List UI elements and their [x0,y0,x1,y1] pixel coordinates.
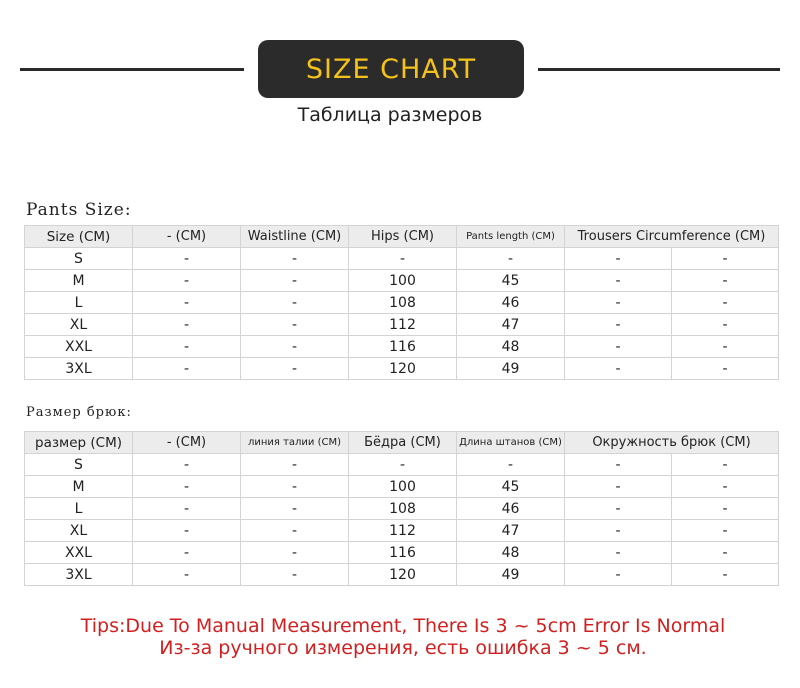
table-cell: - [565,564,672,586]
table-cell: - [565,336,672,358]
table-cell: XL [25,520,133,542]
table-cell: 49 [457,564,565,586]
header-cell: - (CM) [133,226,241,248]
table-cell: 116 [349,542,457,564]
table-cell: 3XL [25,564,133,586]
table-cell: - [241,564,349,586]
table-cell: - [241,270,349,292]
page-subtitle: Таблица размеров [297,104,483,126]
table-cell: - [133,520,241,542]
pants-size-title: Pants Size: [26,200,132,220]
table-cell: 108 [349,498,457,520]
table-cell: - [133,358,241,380]
table-cell: - [672,476,779,498]
table-cell: - [672,336,779,358]
tips-text-en: Tips:Due To Manual Measurement, There Is 3 ~ 5cm Error Is Normal [80,615,726,637]
table-cell: 47 [457,520,565,542]
table-cell: 47 [457,314,565,336]
table-cell: - [672,358,779,380]
table-cell: - [241,476,349,498]
table-cell: - [349,454,457,476]
tips-text-ru: Из-за ручного измерения, есть ошибка 3 ~ 5 см. [159,637,647,659]
table-cell: - [565,476,672,498]
header-cell: - (CM) [133,432,241,454]
table-cell: 48 [457,336,565,358]
header-divider-left [20,68,244,71]
table-cell: - [565,314,672,336]
table-cell: 45 [457,270,565,292]
table-cell: - [565,520,672,542]
table-cell: - [241,358,349,380]
table-cell: M [25,476,133,498]
table-row [25,314,779,336]
table-row [25,336,779,358]
table-cell: - [133,454,241,476]
table-cell: - [241,336,349,358]
table-cell: - [565,358,672,380]
table-row [25,476,779,498]
header-cell: размер (CM) [25,432,133,454]
header-cell: Бёдра (CM) [349,432,457,454]
table-row [25,248,779,270]
table-cell: - [133,564,241,586]
table-cell: - [672,270,779,292]
table-cell: S [25,454,133,476]
table-cell: 46 [457,292,565,314]
pants-size-title-ru: Размер брюк: [26,405,132,420]
table-cell: - [241,454,349,476]
table-cell: - [672,498,779,520]
table-row [25,542,779,564]
table-row [25,564,779,586]
table-cell: XXL [25,542,133,564]
header-cell: Waistline (CM) [241,226,349,248]
table-cell: - [565,248,672,270]
table-cell: 100 [349,270,457,292]
table-cell: 48 [457,542,565,564]
table-cell: 112 [349,520,457,542]
header-cell: Hips (CM) [349,226,457,248]
table-cell: - [133,292,241,314]
table-cell: - [565,542,672,564]
table-cell: 116 [349,336,457,358]
table-cell: XXL [25,336,133,358]
header-cell: Trousers Circumference (CM) [565,226,779,248]
table-cell: 3XL [25,358,133,380]
table-cell: XL [25,314,133,336]
table-cell: - [241,292,349,314]
table-cell: - [565,292,672,314]
table-cell: - [672,520,779,542]
table-cell: - [241,542,349,564]
table-cell: - [349,248,457,270]
table-cell: - [133,498,241,520]
size-chart-badge: SIZE CHART [258,40,524,98]
table-cell: S [25,248,133,270]
table-cell: 108 [349,292,457,314]
table-row [25,270,779,292]
header-divider-right [538,68,780,71]
table-cell: - [457,248,565,270]
table-header-row [25,432,779,454]
table-cell: L [25,292,133,314]
table-cell: L [25,498,133,520]
table-cell: - [133,314,241,336]
table-cell: - [565,270,672,292]
table-cell: - [672,454,779,476]
table-cell: - [672,314,779,336]
table-cell: - [672,564,779,586]
table-cell: - [133,270,241,292]
table-cell: - [241,314,349,336]
table-cell: - [672,292,779,314]
table-cell: - [133,542,241,564]
table-cell: - [565,498,672,520]
table-row [25,520,779,542]
table-cell: 45 [457,476,565,498]
table-cell: 100 [349,476,457,498]
table-cell: 46 [457,498,565,520]
header-cell: линия талии (CM) [241,432,349,454]
header-cell: Окружность брюк (CM) [565,432,779,454]
table-row [25,292,779,314]
pants-size-table-ru [24,431,779,586]
table-cell: - [565,454,672,476]
table-cell: - [457,454,565,476]
table-cell: - [133,476,241,498]
table-cell: - [133,336,241,358]
pants-size-table-en [24,225,779,380]
header-cell: Pants length (CM) [457,226,565,248]
table-cell: - [133,248,241,270]
header-cell: Длина штанов (CM) [457,432,565,454]
table-cell: - [241,248,349,270]
table-row [25,498,779,520]
table-cell: 49 [457,358,565,380]
table-cell: - [672,542,779,564]
table-cell: - [672,248,779,270]
table-cell: 112 [349,314,457,336]
table-row [25,358,779,380]
table-cell: 120 [349,358,457,380]
table-row [25,454,779,476]
header-cell: Size (CM) [25,226,133,248]
table-cell: - [241,498,349,520]
table-cell: - [241,520,349,542]
table-cell: M [25,270,133,292]
table-header-row [25,226,779,248]
table-cell: 120 [349,564,457,586]
